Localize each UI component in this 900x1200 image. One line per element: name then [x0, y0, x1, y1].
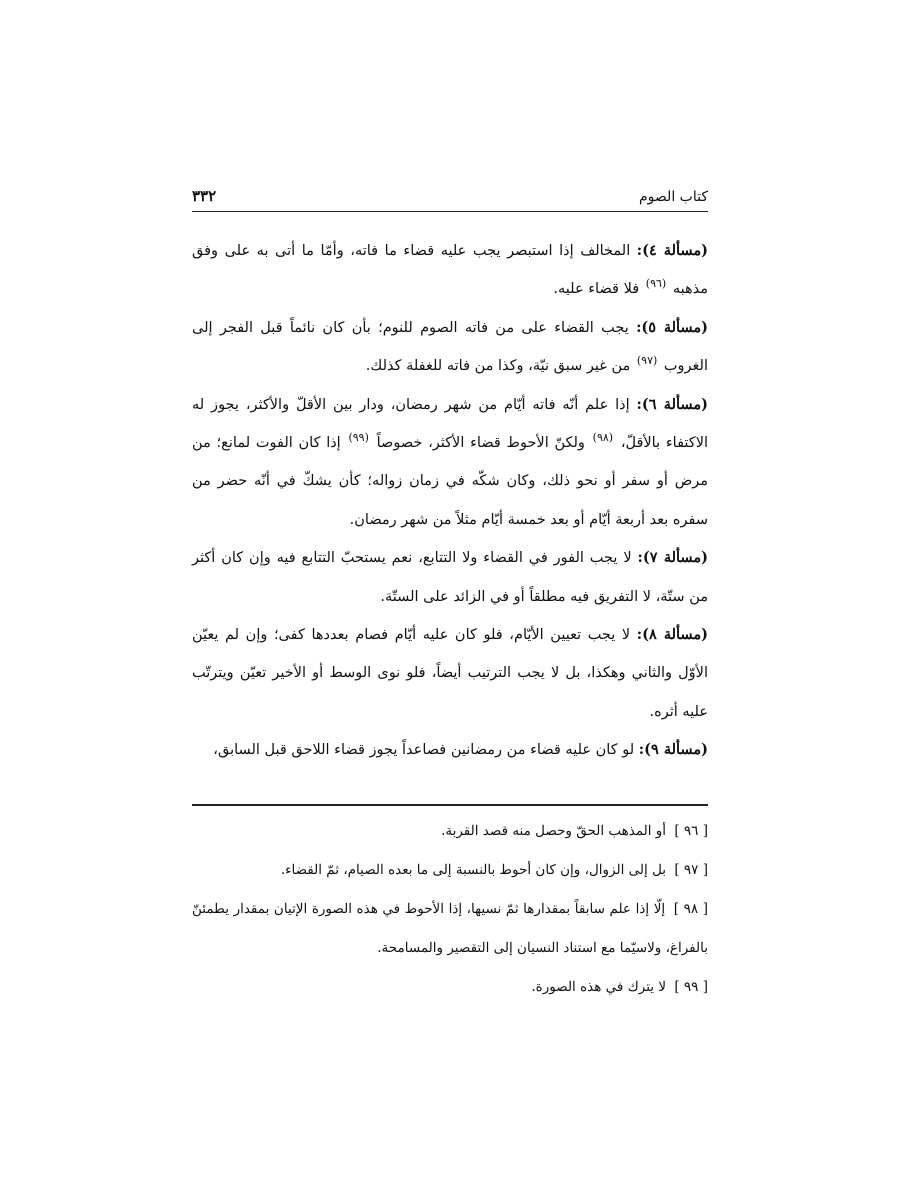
- footnote-number: [ ٩٦ ]: [674, 822, 708, 839]
- footnote-marker[interactable]: (٩٩): [348, 431, 369, 445]
- running-header: [192, 186, 708, 212]
- footnote-text: إلّا إذا علم سابقاً بمقدارها ثمّ نسيها، إذا الأحوط في هذه الصورة الإتيان بمقدار يطمئنّ بالفراغ، ولاسيّما مع استناد النسيان إلى التقصير والمسامحة.: [192, 900, 708, 956]
- footnote: [192, 851, 708, 890]
- footnote-text: بل إلى الزوال، وإن كان أحوط بالنسبة إلى ما بعده الصيام، ثمّ القضاء.: [280, 861, 667, 878]
- footnote: [192, 968, 708, 1007]
- footnote-divider: [192, 804, 708, 806]
- issue-text: من غير سبق نيّة، وكذا من فاته للغفلة كذلك.: [365, 358, 631, 375]
- issue-heading: (مسألة ٤):: [636, 242, 708, 259]
- issue-text: إذا علم أنّه فاته أيّام من شهر رمضان، ودار بين الأقلّ والأكثر، يجوز له الاكتفاء بالأقلّ،: [192, 396, 709, 452]
- book-page: [192, 186, 708, 1007]
- issue-paragraph: [192, 386, 708, 540]
- footnote-marker[interactable]: (٩٧): [636, 354, 658, 368]
- issue-text: المخالف إذا استبصر يجب عليه قضاء ما فاته، وأمّا ما أتى به على وفق مذهبه: [192, 243, 708, 298]
- issue-text: إذا كان الفوت لمانع؛ من مرض أو سفر أو نحو ذلك، وكان شكّه في زمان زواله؛ كأن يشكّ في أنّه حضر من سفره بعد أربعة أيّام أو بعد خمسة أيّام مثلاً من شهر رمضان.: [192, 435, 708, 528]
- footnote-marker[interactable]: (٩٦): [645, 277, 667, 291]
- footnotes-section: [192, 812, 708, 1007]
- issue-paragraph: [192, 309, 708, 386]
- issue-heading: (مسألة ٦):: [636, 395, 708, 413]
- main-text: [192, 232, 708, 770]
- footnote-text: أو المذهب الحقّ وحصل منه قصد القربة.: [441, 822, 667, 839]
- issue-text: لا يجب تعيين الأيّام، فلو كان عليه أيّام فصام بعددها كفى؛ وإن لم يعيّن الأوّل والثاني وهكذا، بل لا يجب الترتيب أيضاً، فلو نوى الوسط أو الأخير تعيّن ويترتّب عليه أثره.: [192, 627, 708, 720]
- issue-text: فلا قضاء عليه.: [553, 281, 640, 298]
- issue-heading: (مسألة ٨):: [636, 626, 708, 644]
- footnote-marker[interactable]: (٩٨): [592, 431, 614, 445]
- book-title: كتاب الصوم: [639, 189, 708, 205]
- issue-heading: (مسألة ٧):: [637, 549, 708, 567]
- footnote: [192, 812, 708, 851]
- footnote: [192, 890, 708, 968]
- issue-paragraph: [192, 232, 708, 309]
- footnote-number: [ ٩٩ ]: [674, 978, 708, 995]
- footnote-number: [ ٩٨ ]: [673, 900, 709, 917]
- issue-paragraph: [192, 539, 708, 616]
- issue-heading: (مسألة ٩):: [638, 741, 708, 759]
- issue-paragraph: [192, 731, 708, 769]
- issue-paragraph: [192, 616, 708, 731]
- page-number: ٣٣٢: [192, 187, 217, 205]
- issue-text: يجب القضاء على من فاته الصوم للنوم؛ بأن كان نائماً قبل الفجر إلى الغروب: [192, 319, 708, 375]
- issue-text: لو كان عليه قضاء من رمضانين فصاعداً يجوز قضاء اللاحق قبل السابق،: [213, 742, 635, 759]
- issue-text: ولكنّ الأحوط قضاء الأكثر، خصوصاً: [376, 435, 585, 452]
- footnote-number: [ ٩٧ ]: [674, 861, 708, 878]
- issue-text: لا يجب الفور في القضاء ولا التتابع، نعم يستحبّ التتابع فيه وإن كان أكثر من ستّة، لا التفريق فيه مطلقاً أو في الزائد على الستّة.: [192, 550, 708, 605]
- footnote-text: لا يترك في هذه الصورة.: [531, 978, 667, 995]
- issue-heading: (مسألة ٥):: [636, 318, 708, 336]
